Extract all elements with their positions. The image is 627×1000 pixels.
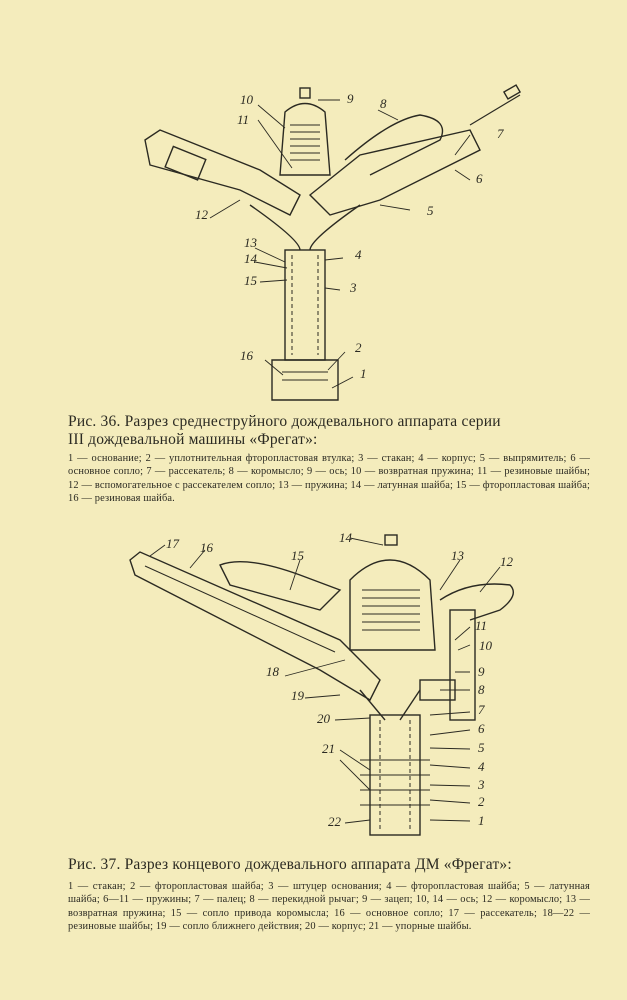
fig36-label-11: 11	[237, 112, 250, 127]
fig36-label-14: 14	[244, 251, 257, 266]
fig37-label-4: 4	[478, 759, 485, 774]
fig37-label-7: 7	[478, 702, 485, 717]
fig36-label-4: 4	[355, 247, 362, 262]
fig37-label-18: 18	[266, 664, 279, 679]
fig37-label-10: 10	[479, 638, 492, 653]
fig36-label-13: 13	[244, 235, 257, 250]
fig37-label-21: 21	[322, 741, 335, 756]
fig37-label-8: 8	[478, 682, 485, 697]
fig36-label-16: 16	[240, 348, 253, 363]
fig37-label-1: 1	[478, 813, 485, 828]
figure-36-caption-line1: Рис. 36. Разрез среднеструйного дождевального аппарата серии	[68, 413, 501, 430]
fig37-label-6: 6	[478, 721, 485, 736]
fig37-label-12: 12	[500, 554, 513, 569]
fig37-label-3: 3	[478, 777, 485, 792]
fig36-label-15: 15	[244, 273, 257, 288]
fig36-label-6: 6	[476, 171, 483, 186]
fig37-label-9: 9	[478, 664, 485, 679]
fig36-label-10: 10	[240, 92, 253, 107]
fig36-label-8: 8	[380, 96, 387, 111]
fig37-label-22: 22	[328, 814, 341, 829]
fig36-label-2: 2	[355, 340, 362, 355]
fig37-label-19: 19	[291, 688, 304, 703]
fig37-label-20: 20	[317, 711, 330, 726]
fig37-label-13: 13	[451, 548, 464, 563]
fig36-label-3: 3	[350, 280, 357, 295]
fig36-label-9: 9	[347, 91, 354, 106]
figure-36-caption-line2: III дождевальной машины «Фрегат»:	[68, 431, 318, 448]
fig37-label-5: 5	[478, 740, 485, 755]
fig36-label-12: 12	[195, 207, 208, 222]
figure-37-caption: Рис. 37. Разрез концевого дождевального аппарата ДМ «Фрегат»:	[68, 856, 512, 873]
figure-36-legend: 1 — основание; 2 — уплотнительная фторопластовая втулка; 3 — стакан; 4 — корпус; 5 — выпрямитель; 6 — основное сопло; 7 — рассекатель; 8 — коромысло; 9 — ось; 10 — возвратная пружина; 11 — резиновые шайбы; 12 — вспомогательное с рассекателем сопло; 13 — пружина; 14 — латунная шайба; 15 — фторопластовая шайба; 16 — резиновая шайба.	[68, 453, 590, 505]
fig37-label-16: 16	[200, 540, 213, 555]
fig36-label-1: 1	[360, 366, 367, 381]
fig36-label-7: 7	[497, 126, 504, 141]
fig37-label-15: 15	[291, 548, 304, 563]
fig37-label-14: 14	[339, 530, 352, 545]
fig36-label-5: 5	[427, 203, 434, 218]
fig37-label-2: 2	[478, 794, 485, 809]
figure-37-legend: 1 — стакан; 2 — фторопластовая шайба; 3 — штуцер основания; 4 — фторопластовая шайба; 5 — латунная шайба; 6—11 — пружины; 7 — палец; 8 — перекидной рычаг; 9 — зацеп; 10, 14 — ось; 12 — коромысло; 13 — возвратная пружина; 15 — сопло привода коромысла; 16 — основное сопло; 17 — рассекатель; 18—22 — резиновые шайбы; 19 — сопло ближнего действия; 20 — корпус; 21 — упорные шайбы.	[68, 881, 590, 933]
fig37-label-17: 17	[166, 536, 179, 551]
fig37-label-11: 11	[475, 618, 488, 633]
